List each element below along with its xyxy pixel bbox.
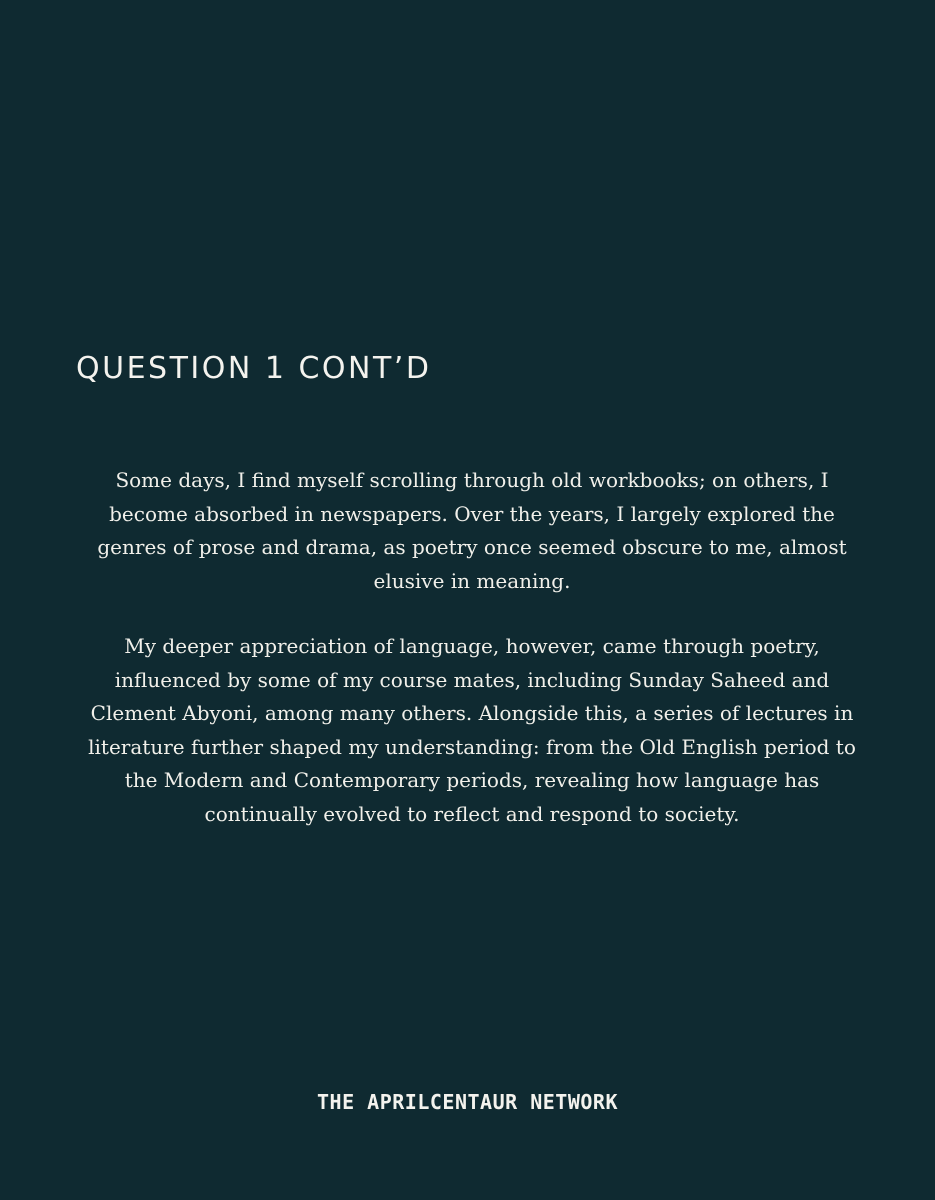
body-text xyxy=(84,464,860,831)
paragraph-2: My deeper appreciation of language, however, came through poetry, influenced by some of my course mates, including Sunday Saheed and Clement Abyoni, among many others. Alongside this, a series of lectures in literature further shaped my understanding: from the Old English period to the Modern and Contemporary periods, revealing how language has continually evolved to reflect and respond to society. xyxy=(88,634,856,826)
paragraph-1: Some days, I find myself scrolling through old workbooks; on others, I become absorbed in newspapers. Over the years, I largely explored the genres of prose and drama, as poetry once seemed obscure to me, almost elusive in meaning. xyxy=(97,468,847,593)
footer-brand: THE APRILCENTAUR NETWORK xyxy=(317,1090,618,1114)
page-heading: QUESTION 1 CONT’D xyxy=(76,351,432,386)
